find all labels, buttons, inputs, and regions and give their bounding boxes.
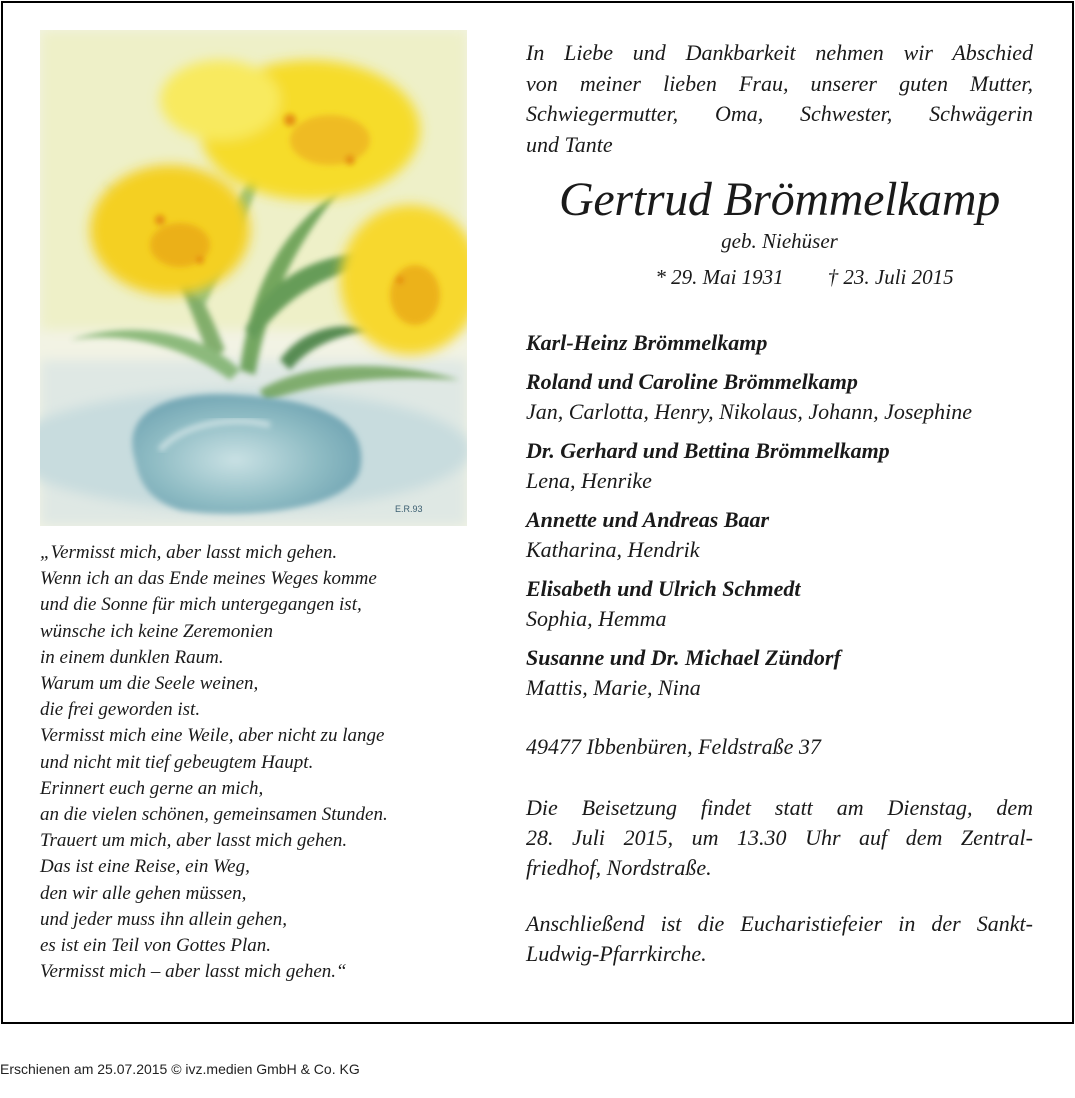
mass-line: Anschließend ist die Eucharistiefeier in der Sankt- <box>526 911 1033 936</box>
deceased-name: Gertrud Brömmelkamp <box>559 173 1000 226</box>
family-head: Karl-Heinz Brömmelkamp <box>526 330 768 355</box>
painting-signature: E.R.93 <box>395 504 423 514</box>
family-head: Susanne und Dr. Michael Zündorf <box>526 645 841 670</box>
poem <box>40 540 500 985</box>
birth-name: geb. Niehüser <box>721 229 838 253</box>
family-entry <box>526 436 1033 496</box>
poem-line: Erinnert euch gerne an mich, <box>40 777 264 799</box>
poem-line: Vermisst mich – aber lasst mich gehen.“ <box>40 961 347 983</box>
poem-line: Wenn ich an das Ende meines Weges komme <box>40 568 377 590</box>
funeral-line: 28. Juli 2015, um 13.30 Uhr auf dem Zentral- <box>526 825 1033 850</box>
funeral-line: Die Beisetzung findet statt am Dienstag, dem <box>526 795 1033 820</box>
family-children: Mattis, Marie, Nina <box>526 675 701 700</box>
mass-info <box>526 909 1033 969</box>
poem-line: und jeder muss ihn allein gehen, <box>40 908 287 930</box>
life-dates <box>526 264 1033 290</box>
family-head: Elisabeth und Ulrich Schmedt <box>526 576 801 601</box>
intro-line: von meiner lieben Frau, unserer guten Mutter, <box>526 70 1033 96</box>
intro-text <box>526 38 1033 160</box>
family-children: Sophia, Hemma <box>526 606 667 631</box>
announcement <box>526 38 1033 969</box>
family-children: Jan, Carlotta, Henry, Nikolaus, Johann, Josephine <box>526 399 973 424</box>
family-entry <box>526 367 1033 427</box>
poem-line: den wir alle gehen müssen, <box>40 882 247 904</box>
poem-line: die frei geworden ist. <box>40 699 201 721</box>
family-children: Lena, Henrike <box>526 468 652 493</box>
family-entry <box>526 574 1033 634</box>
funeral-line: friedhof, Nordstraße. <box>526 855 712 880</box>
poem-line: in einem dunklen Raum. <box>40 646 224 668</box>
intro-line: Schwiegermutter, Oma, Schwester, Schwägerin <box>526 101 1033 126</box>
poem-line: „Vermisst mich, aber lasst mich gehen. <box>40 542 338 563</box>
poem-line: Warum um die Seele weinen, <box>40 673 259 695</box>
family-head: Dr. Gerhard und Bettina Brömmelkamp <box>526 438 890 463</box>
family-children: Katharina, Hendrik <box>526 537 700 562</box>
family-list <box>526 328 1033 703</box>
watercolor-painting <box>40 30 467 526</box>
family-head: Roland und Caroline Brömmelkamp <box>526 369 858 394</box>
family-entry <box>526 505 1033 565</box>
poem-line: wünsche ich keine Zeremonien <box>40 620 274 642</box>
poem-line: und nicht mit tief gebeugtem Haupt. <box>40 751 314 773</box>
poem-line: an die vielen schönen, gemeinsamen Stunden. <box>40 804 388 826</box>
mass-line: Ludwig-Pfarrkirche. <box>526 941 707 966</box>
poem-line: es ist ein Teil von Gottes Plan. <box>40 935 271 957</box>
address: 49477 Ibbenbüren, Feldstraße 37 <box>526 734 821 759</box>
birth-date: * 29. Mai 1931 <box>655 265 784 289</box>
death-date: † 23. Juli 2015 <box>827 265 954 289</box>
flower-vase-image <box>40 30 467 526</box>
publication-footer: Erschienen am 25.07.2015 © ivz.medien GmbH & Co. KG <box>0 1061 360 1077</box>
family-entry <box>526 643 1033 703</box>
funeral-info <box>526 793 1033 883</box>
poem-line: Das ist eine Reise, ein Weg, <box>40 856 250 878</box>
poem-line: Trauert um mich, aber lasst mich gehen. <box>40 830 348 852</box>
poem-line: Vermisst mich eine Weile, aber nicht zu lange <box>40 725 385 747</box>
family-head: Annette und Andreas Baar <box>526 507 770 532</box>
poem-line: und die Sonne für mich untergegangen ist, <box>40 594 362 616</box>
intro-line: In Liebe und Dankbarkeit nehmen wir Abschied <box>526 40 1033 65</box>
family-entry <box>526 328 1033 358</box>
intro-line: und Tante <box>526 131 613 157</box>
